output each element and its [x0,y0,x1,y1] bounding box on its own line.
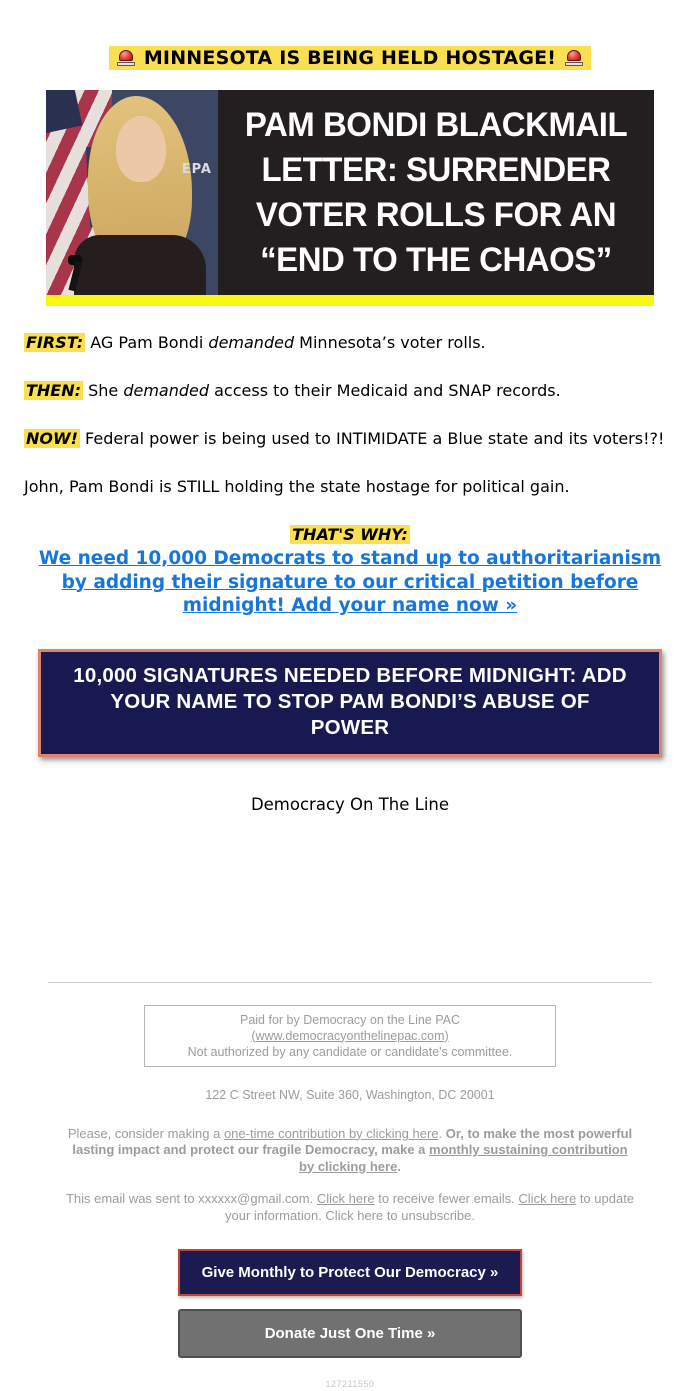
monthly-contribution-link[interactable]: monthly sustaining contribution by clicking here [299,1142,628,1174]
pac-website-link[interactable]: (www.democracyonthelinepac.com) [251,1028,449,1043]
siren-icon [565,50,583,66]
sent-text: to update your information. Click here to unsubscribe. [224,1191,635,1223]
paragraph-now [24,428,676,450]
hero-yellow-bar [46,295,654,306]
contrib-text: Please, consider making a [67,1125,224,1141]
paragraph-john: John, Pam Bondi is STILL holding the state hostage for political gain. [24,477,570,496]
contribution-paragraph [66,1126,634,1176]
footer-divider [48,982,652,983]
paid-for-line1: Paid for by Democracy on the Line PAC [239,1012,460,1027]
person-jacket-graphic [74,235,206,295]
hero-banner-image[interactable] [46,90,654,306]
alert-header-row [0,46,700,70]
person-face-graphic [116,116,166,182]
hero-headline-line: VOTER ROLLS FOR AN [255,195,617,234]
petition-link[interactable]: We need 10,000 Democrats to stand up to authoritarianism by adding their signature to our critical petition before midnight! Add your name now » [38,548,662,616]
hero-headline [218,90,654,295]
alert-banner [109,46,591,70]
hero-headline-line: PAM BONDI BLACKMAIL [244,105,628,144]
paid-for-disclaimer-box [144,1005,556,1067]
email-sent-notice [60,1191,640,1224]
emphasized-word: demanded [208,333,295,352]
mailing-address: 122 C Street NW, Suite 360, Washington, DC 20001 [205,1087,495,1102]
hero-headline-line: “END TO THE CHAOS” [260,240,612,279]
siren-icon [117,50,135,66]
paragraph-text: AG Pam Bondi [85,333,209,352]
footer [0,1005,700,1390]
body-copy [0,332,700,498]
paragraph-text: access to their Medicaid and SNAP records. [209,381,561,400]
hero-main [46,90,654,295]
contrib-text: . [438,1125,446,1141]
highlight-label-now: NOW! [26,429,78,448]
hero-headline-line: LETTER: SURRENDER [261,150,611,189]
paragraph-text: Federal power is being used to INTIMIDATE a Blue state and its voters!?! [79,429,665,448]
one-time-contribution-link[interactable]: one-time contribution by clicking here [223,1125,439,1141]
sent-text: to receive fewer emails. [374,1191,519,1206]
paragraph-text: Minnesota’s voter rolls. [294,333,486,352]
contrib-bold-text: Or, to make the most powerful lasting impact and protect our fragile Democracy, make a [72,1125,633,1157]
donate-one-time-button[interactable]: Donate Just One Time » [178,1309,522,1358]
backdrop-sign-text: EPA [181,162,212,177]
pam-bondi-photo [46,90,218,295]
fewer-emails-link[interactable]: Click here [316,1191,375,1206]
email-body [0,46,700,1389]
thats-why-label: THAT'S WHY: [292,525,408,544]
highlight-label-first: FIRST: [26,333,84,352]
give-monthly-button[interactable]: Give Monthly to Protect Our Democracy » [178,1249,522,1296]
signature-cta-button[interactable]: 10,000 SIGNATURES NEEDED BEFORE MIDNIGHT: ADD YOUR NAME TO STOP PAM BONDI’S ABUSE OF POWER [38,649,662,757]
paid-for-line2: Not authorized by any candidate or candidate's committee. [187,1044,513,1059]
highlight-label-then: THEN: [26,381,82,400]
sent-text: This email was sent to xxxxxx@gmail.com. [65,1191,317,1206]
paragraph-then [24,380,676,402]
thats-why-row [0,525,700,544]
paragraph-first [24,332,676,354]
update-info-link[interactable]: Click here [518,1191,577,1206]
emphasized-word: demanded [123,381,210,400]
contrib-bold-text: . [397,1158,401,1174]
tracking-id: 127211550 [325,1379,375,1389]
alert-text: MINNESOTA IS BEING HELD HOSTAGE! [143,47,557,69]
org-name: Democracy On The Line [250,794,450,814]
paragraph-text: She [83,381,124,400]
